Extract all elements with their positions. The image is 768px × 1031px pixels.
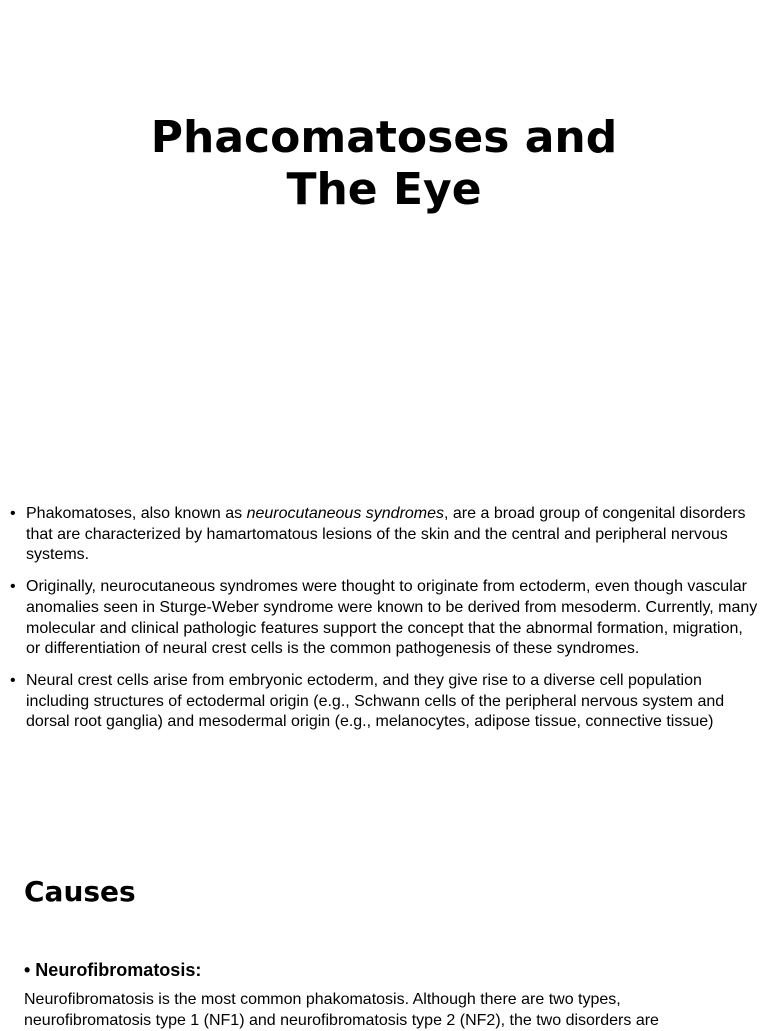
- title-line-2: The Eye: [286, 164, 482, 215]
- sub-bullet-neurofibromatosis: • Neurofibromatosis:: [24, 960, 202, 980]
- intro-bullet-list: [0, 504, 768, 744]
- title-line-1: Phacomatoses and: [150, 112, 618, 163]
- section-heading-causes: Causes: [24, 875, 136, 908]
- bullet-text-end: , are a broad group of congenital disorders that are characterized by hamartomatous lesions of the skin and the central and peripheral nervous systems.: [26, 505, 746, 564]
- bullet-item: [0, 671, 768, 733]
- bullet-icon: •: [10, 578, 16, 596]
- bullet-item: [0, 504, 768, 566]
- bullet-text: Neural crest cells arise from embryonic ectoderm, and they give rise to a diverse cell population including structures of ectodermal origin (e.g., Schwann cells of the peripheral nervous system and dorsal root ganglia) and mesodermal origin (e.g., melanocytes, adipose tissue, connective tissue): [26, 671, 725, 731]
- bullet-icon: •: [10, 671, 16, 689]
- bullet-emphasis: neurocutaneous syndromes: [246, 505, 445, 522]
- bullet-text: Originally, neurocutaneous syndromes were thought to originate from ectoderm, even though vascular anomalies seen in Sturge-Weber syndrome were known to be derived from mesoderm. Currently, many molecular and clinical pathologic features support the concept that the abnormal formation, migration, or differentiation of neural crest cells is the common pathogenesis of these syndromes.: [26, 578, 758, 658]
- page-title: [0, 112, 768, 216]
- neurofibromatosis-paragraph: Neurofibromatosis is the most common phakomatosis. Although there are two types, neurofibromatosis type 1 (NF1) and neurofibromatosis type 2 (NF2), the two disorders are: [24, 991, 659, 1029]
- bullet-text-start: Phakomatoses, also known as: [26, 505, 247, 522]
- bullet-item: [0, 577, 768, 660]
- bullet-icon: •: [10, 505, 16, 522]
